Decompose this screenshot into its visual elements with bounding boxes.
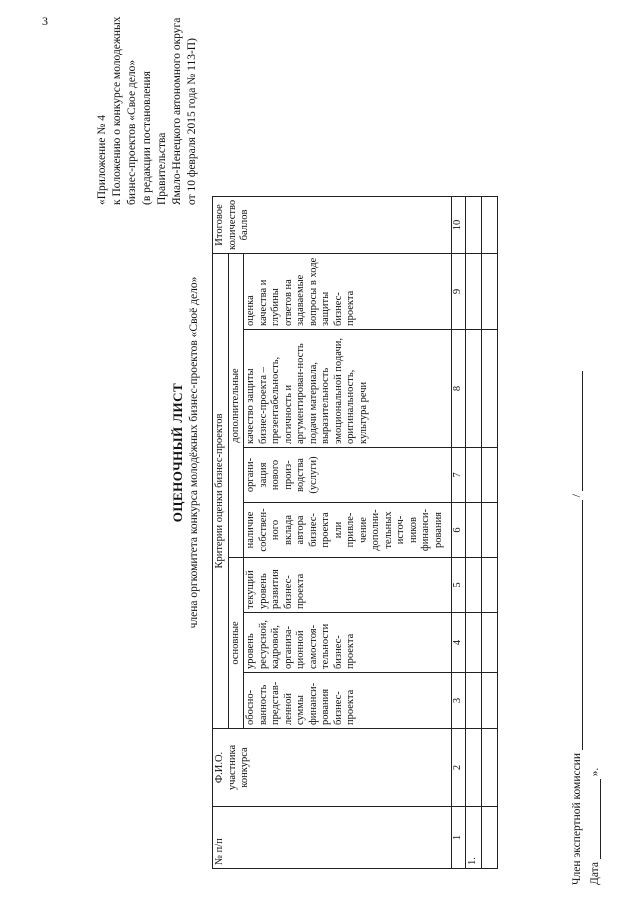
column-number: 3 <box>452 673 466 729</box>
entry-cell[interactable] <box>481 613 497 673</box>
entry-cell[interactable] <box>465 448 481 503</box>
appendix-line: Ямало-Ненецкого автономного округа <box>171 17 183 205</box>
header-criteria: Критерии оценки бизнес-проектов <box>213 254 229 729</box>
criterion-cell: текущий уровень развития бизнес-проекта <box>244 558 452 613</box>
column-number: 4 <box>452 613 466 673</box>
member-signature-field[interactable] <box>570 371 583 491</box>
table-row <box>465 196 481 868</box>
entry-cell[interactable] <box>481 673 497 729</box>
table-row <box>481 196 497 868</box>
appendix-line: бизнес-проектов «Свое дело» <box>126 59 138 205</box>
criterion-cell: наличие собствен-ного вклада автора бизнес-проекта или привле-чение дополни-тельных источ-ников финанси-рования <box>244 503 452 558</box>
numbering-row <box>452 196 466 868</box>
date-label: Дата <box>589 862 601 885</box>
entry-cell[interactable] <box>465 613 481 673</box>
entry-cell[interactable] <box>465 330 481 448</box>
entry-cell[interactable] <box>481 729 497 807</box>
appendix-line: от 10 февраля 2015 года № 113-П) <box>186 38 198 205</box>
header-additional: дополнительные <box>228 254 244 558</box>
evaluation-table <box>212 196 498 869</box>
criterion-cell: органи-зация нового произ-водства (услуги) <box>244 448 452 503</box>
column-number: 5 <box>452 558 466 613</box>
entry-cell[interactable] <box>465 503 481 558</box>
entry-cell[interactable] <box>465 673 481 729</box>
entry-cell[interactable] <box>481 254 497 330</box>
column-number: 9 <box>452 254 466 330</box>
column-number: 8 <box>452 330 466 448</box>
entry-cell[interactable] <box>465 729 481 807</box>
date-field[interactable] <box>588 779 601 859</box>
entry-cell[interactable] <box>481 330 497 448</box>
header-name: Ф.И.О. участника конкурса <box>213 729 452 807</box>
entry-cell[interactable] <box>481 503 497 558</box>
appendix-line: к Положению о конкурсе молодежных <box>111 16 123 205</box>
column-number: 1 <box>452 807 466 869</box>
row-number: 1. <box>465 807 481 869</box>
column-number: 2 <box>452 729 466 807</box>
separator: / <box>571 494 583 498</box>
column-number: 6 <box>452 503 466 558</box>
entry-cell[interactable] <box>465 254 481 330</box>
entry-cell[interactable] <box>465 558 481 613</box>
header-number: № п/п <box>213 807 452 869</box>
date-suffix: ». <box>589 767 601 777</box>
document-subtitle: члена оргкомитета конкурса молодёжных бизнес-проектов «Своё дело» <box>188 276 200 629</box>
page-number: 3 <box>42 14 48 28</box>
criterion-cell: оценка качества и глубины ответов на задаваемые вопросы в ходе защиты бизнес-проекта <box>244 254 452 330</box>
row-number <box>481 807 497 869</box>
criterion-cell: обосно-ванность представ-ленной суммы финанси-рования бизнес-проекта <box>244 673 452 729</box>
entry-cell[interactable] <box>481 196 497 253</box>
appendix-line: «Приложение № 4 <box>96 115 108 205</box>
entry-cell[interactable] <box>465 196 481 253</box>
criterion-cell: качество защиты бизнес-проекта – презентабельность, логичность и аргументирован-ность подачи материала, выразительность эмоциональной подачи, оригинальность, культура речи <box>244 330 452 448</box>
header-basic: основные <box>228 558 244 729</box>
member-name-field[interactable] <box>570 500 583 750</box>
criterion-cell: уровень ресурсной, кадровой, организа-ционной самостоя-тельности бизнес-проекта <box>244 613 452 673</box>
entry-cell[interactable] <box>481 558 497 613</box>
document-title: ОЦЕНОЧНЫЙ ЛИСТ <box>170 382 185 523</box>
entry-cell[interactable] <box>481 448 497 503</box>
member-signature-line <box>570 371 583 885</box>
column-number: 10 <box>452 196 466 253</box>
member-label: Член экспертной комиссии <box>571 753 583 885</box>
appendix-line: (в редакции постановления Правительства <box>141 71 168 205</box>
date-line <box>588 768 601 885</box>
header-total: Итоговое количество баллов <box>213 196 452 253</box>
column-number: 7 <box>452 448 466 503</box>
